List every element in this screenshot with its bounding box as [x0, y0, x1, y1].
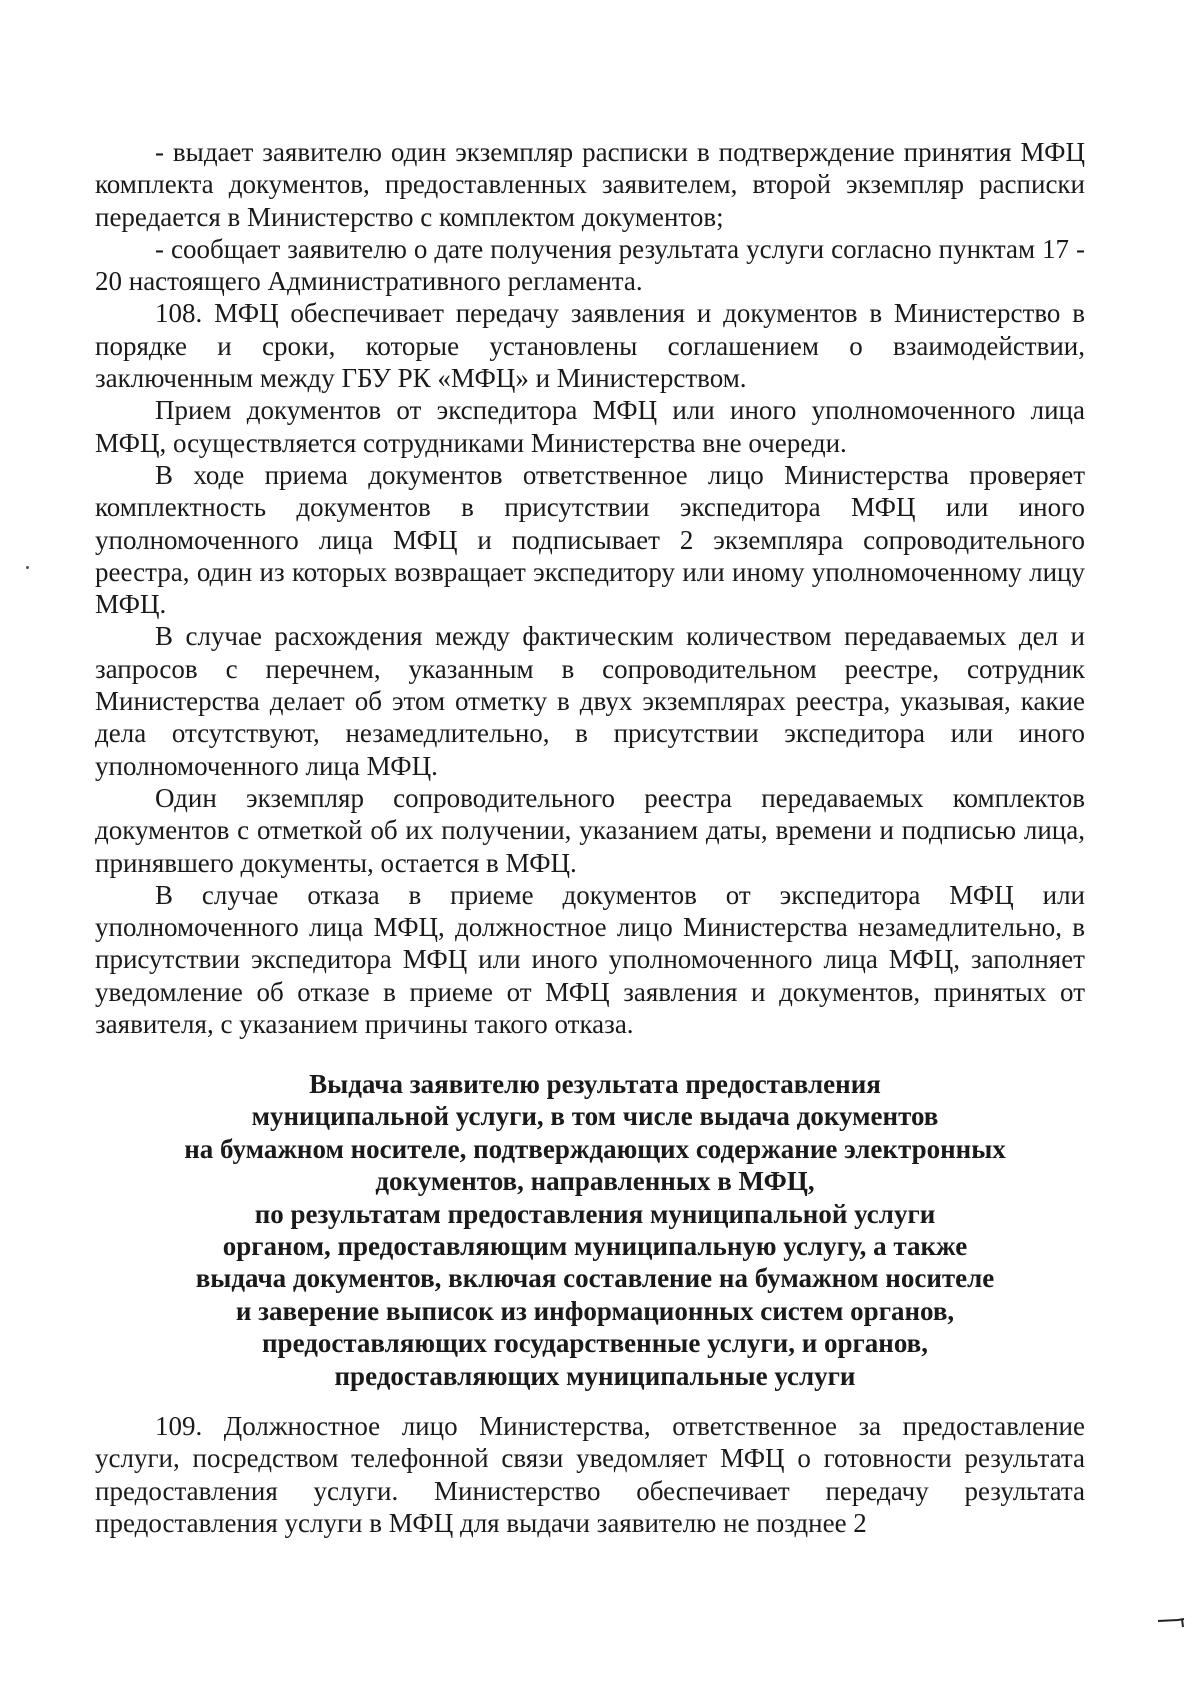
heading-line: предоставляющих муниципальные услуги — [334, 1360, 856, 1391]
paragraph-receipt-issue: - выдает заявителю один экземпляр расписки в подтверждение принятия МФЦ комплекта документов, предоставленных заявителем, второй экземпляр расписки передается в Министерство с комплектом документов; — [95, 137, 1085, 232]
heading-line: выдача документов, включая составление на бумажном носителе — [195, 1263, 995, 1294]
scan-speck — [26, 566, 29, 569]
heading-line: муниципальной услуги, в том числе выдача документов — [251, 1101, 939, 1132]
paragraph-refusal: В случае отказа в приеме документов от экспедитора МФЦ или уполномоченного лица МФЦ, должностное лицо Министерства незамедлительно, в присутствии экспедитора МФЦ или иного уполномоченного лица МФЦ, заполняет уведомление об отказе в приеме от МФЦ заявления и документов, принятых от заявителя, с указанием причины такого отказа. — [95, 879, 1085, 1040]
paragraph-result-date: - сообщает заявителю о дате получения результата услуги согласно пунктам 17 - 20 настоящего Административного регламента. — [95, 233, 1085, 297]
body-text-lower — [95, 1410, 1085, 1539]
heading-line: и заверение выписок из информационных систем органов, — [235, 1295, 955, 1326]
paragraph-courier-reception: Прием документов от экспедитора МФЦ или иного уполномоченного лица МФЦ, осуществляется сотрудниками Министерства вне очереди. — [95, 395, 1085, 458]
paragraph-discrepancy: В случае расхождения между фактическим количеством передаваемых дел и запросов с перечнем, указанным в сопроводительном реестре, сотрудник Министерства делает об этом отметку в двух экземплярах реестра, указывая, какие дела отсутствуют, незамедлительно, в присутствии экспедитора или иного уполномоченного лица МФЦ. — [95, 621, 1085, 781]
heading-line: Выдача заявителю результата предоставления — [309, 1069, 881, 1099]
paragraph-register-copy: Один экземпляр сопроводительного реестра передаваемых комплектов документов с отметкой об их получении, указанием даты, времени и подписью лица, принявшего документы, остается в МФЦ. — [95, 782, 1085, 878]
heading-line: по результатам предоставления муниципальной услуги — [254, 1198, 936, 1229]
heading-line: документов, направленных в МФЦ, — [375, 1166, 815, 1197]
body-text-upper — [95, 136, 1085, 1040]
page-edge-mark — [1158, 1618, 1186, 1628]
heading-line: на бумажном носителе, подтверждающих содержание электронных — [184, 1133, 1006, 1164]
heading-line: органом, предоставляющим муниципальную услугу, а также — [222, 1231, 968, 1262]
paragraph-completeness-check: В ходе приема документов ответственное лицо Министерства проверяет комплектность документов в присутствии экспедитора МФЦ или иного уполномоченного лица МФЦ и подписывает 2 экземпляра сопроводительного реестра, один из которых возвращает экспедитору или иному уполномоченному лицу МФЦ. — [95, 459, 1085, 620]
paragraph-109: 109. Должностное лицо Министерства, ответственное за предоставление услуги, посредством телефонной связи уведомляет МФЦ о готовности результата предоставления услуги. Министерство обеспечивает передачу результата предоставления услуги в МФЦ для выдачи заявителю не позднее 2 — [95, 1411, 1085, 1538]
heading-line: предоставляющих государственные услуги, и органов, — [262, 1328, 928, 1359]
paragraph-108: 108. МФЦ обеспечивает передачу заявления и документов в Министерство в порядке и сроки, которые установлены соглашением о взаимодействии, заключенным между ГБУ РК «МФЦ» и Министерством. — [95, 298, 1085, 394]
section-heading — [95, 1068, 1095, 1392]
